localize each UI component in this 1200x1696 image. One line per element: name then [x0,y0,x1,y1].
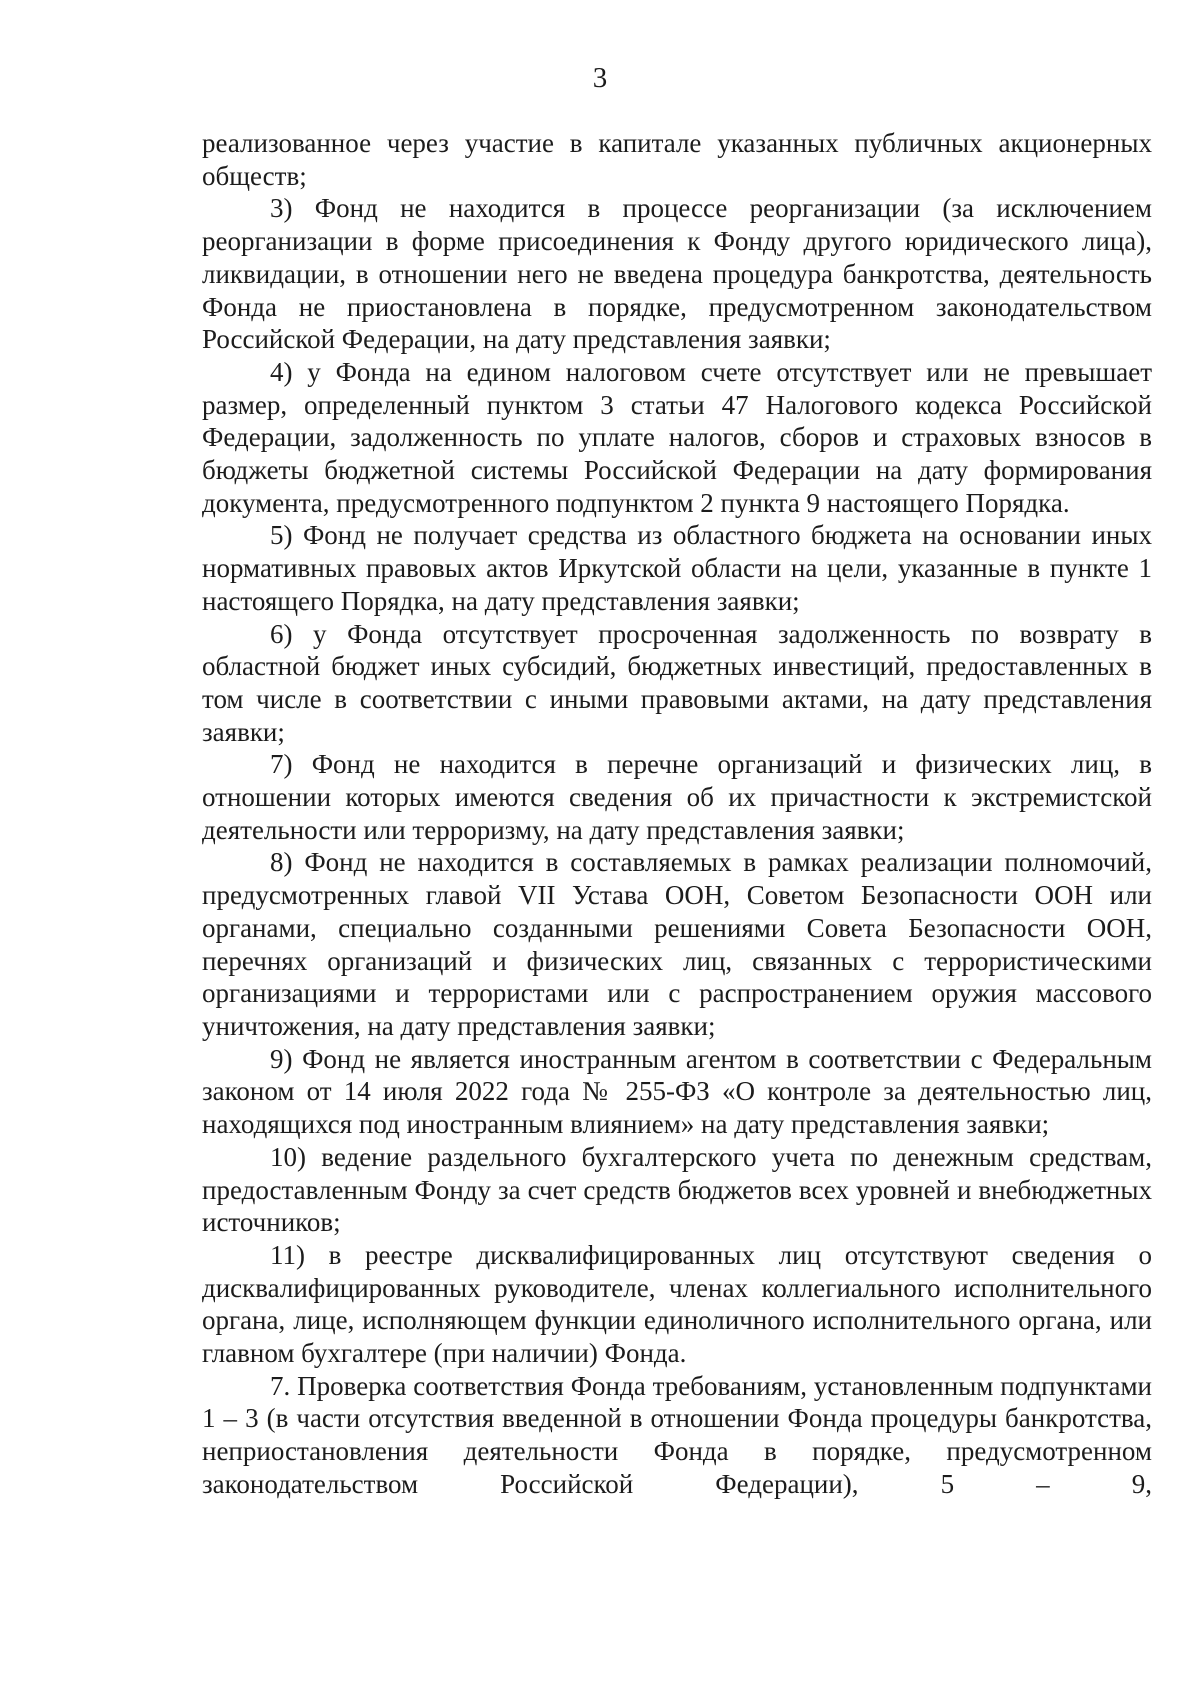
page-number: 3 [592,62,608,94]
paragraph-item-10: 10) ведение раздельного бухгалтерского учета по денежным средствам, предоставленным Фонду за счет средств бюджетов всех уровней и внебюджетных источников; [202,1141,1152,1238]
paragraph-item-8: 8) Фонд не находится в составляемых в рамках реализации полномочий, предусмотренных главой VII Устава ООН, Советом Безопасности ООН или органами, специально созданными решениями Совета Безопасности ООН, перечнях организаций и физических лиц, связанных с террористическими организациями и террористами или с распространением оружия массового уничтожения, на дату представления заявки; [202,847,1152,1041]
paragraph-item-11: 11) в реестре дисквалифицированных лиц отсутствуют сведения о дисквалифицированных руководителе, членах коллегиального исполнительного органа, лице, исполняющем функции единоличного исполнительного органа, или главном бухгалтере (при наличии) Фонда. [202,1239,1152,1369]
paragraph-item-3: 3) Фонд не находится в процессе реорганизации (за исключением реорганизации в форме присоединения к Фонду другого юридического лица), ликвидации, в отношении него не введена процедура банкротства, деятельность Фонда не приостановлена в порядке, предусмотренном законодательством Российской Федерации, на дату представления заявки; [202,193,1152,355]
paragraph-item-4: 4) у Фонда на едином налоговом счете отсутствует или не превышает размер, определенный пунктом 3 статьи 47 Налогового кодекса Российской Федерации, задолженность по уплате налогов, сборов и страховых взносов в бюджеты бюджетной системы Российской Федерации на дату формирования документа, предусмотренного подпунктом 2 пункта 9 настоящего Порядка. [202,356,1152,518]
paragraph-item-5: 5) Фонд не получает средства из областного бюджета на основании иных нормативных правовых актов Иркутской области на цели, указанные в пункте 1 настоящего Порядка, на дату представления заявки; [202,520,1152,616]
paragraph-continuation: реализованное через участие в капитале указанных публичных акционерных обществ; [202,128,1152,191]
paragraph-item-6: 6) у Фонда отсутствует просроченная задолженность по возврату в областной бюджет иных субсидий, бюджетных инвестиций, предоставленных в том числе в соответствии с иными правовыми актами, на дату представления заявки; [202,618,1152,747]
paragraph-item-9: 9) Фонд не является иностранным агентом в соответствии с Федеральным законом от 14 июля 2022 года № 255-ФЗ «О контроле за деятельностью лиц, находящихся под иностранным влиянием» на дату представления заявки; [202,1043,1152,1140]
document-body [202,127,1152,1501]
paragraph-section-7: 7. Проверка соответствия Фонда требованиям, установленным подпунктами 1 – 3 (в части отсутствия введенной в отношении Фонда процедуры банкротства, неприостановления деятельности Фонда в порядке, предусмотренном законодательством Российской Федерации), 5 – 9, [202,1370,1152,1499]
paragraph-item-7: 7) Фонд не находится в перечне организаций и физических лиц, в отношении которых имеются сведения об их причастности к экстремистской деятельности или терроризму, на дату представления заявки; [202,749,1152,845]
